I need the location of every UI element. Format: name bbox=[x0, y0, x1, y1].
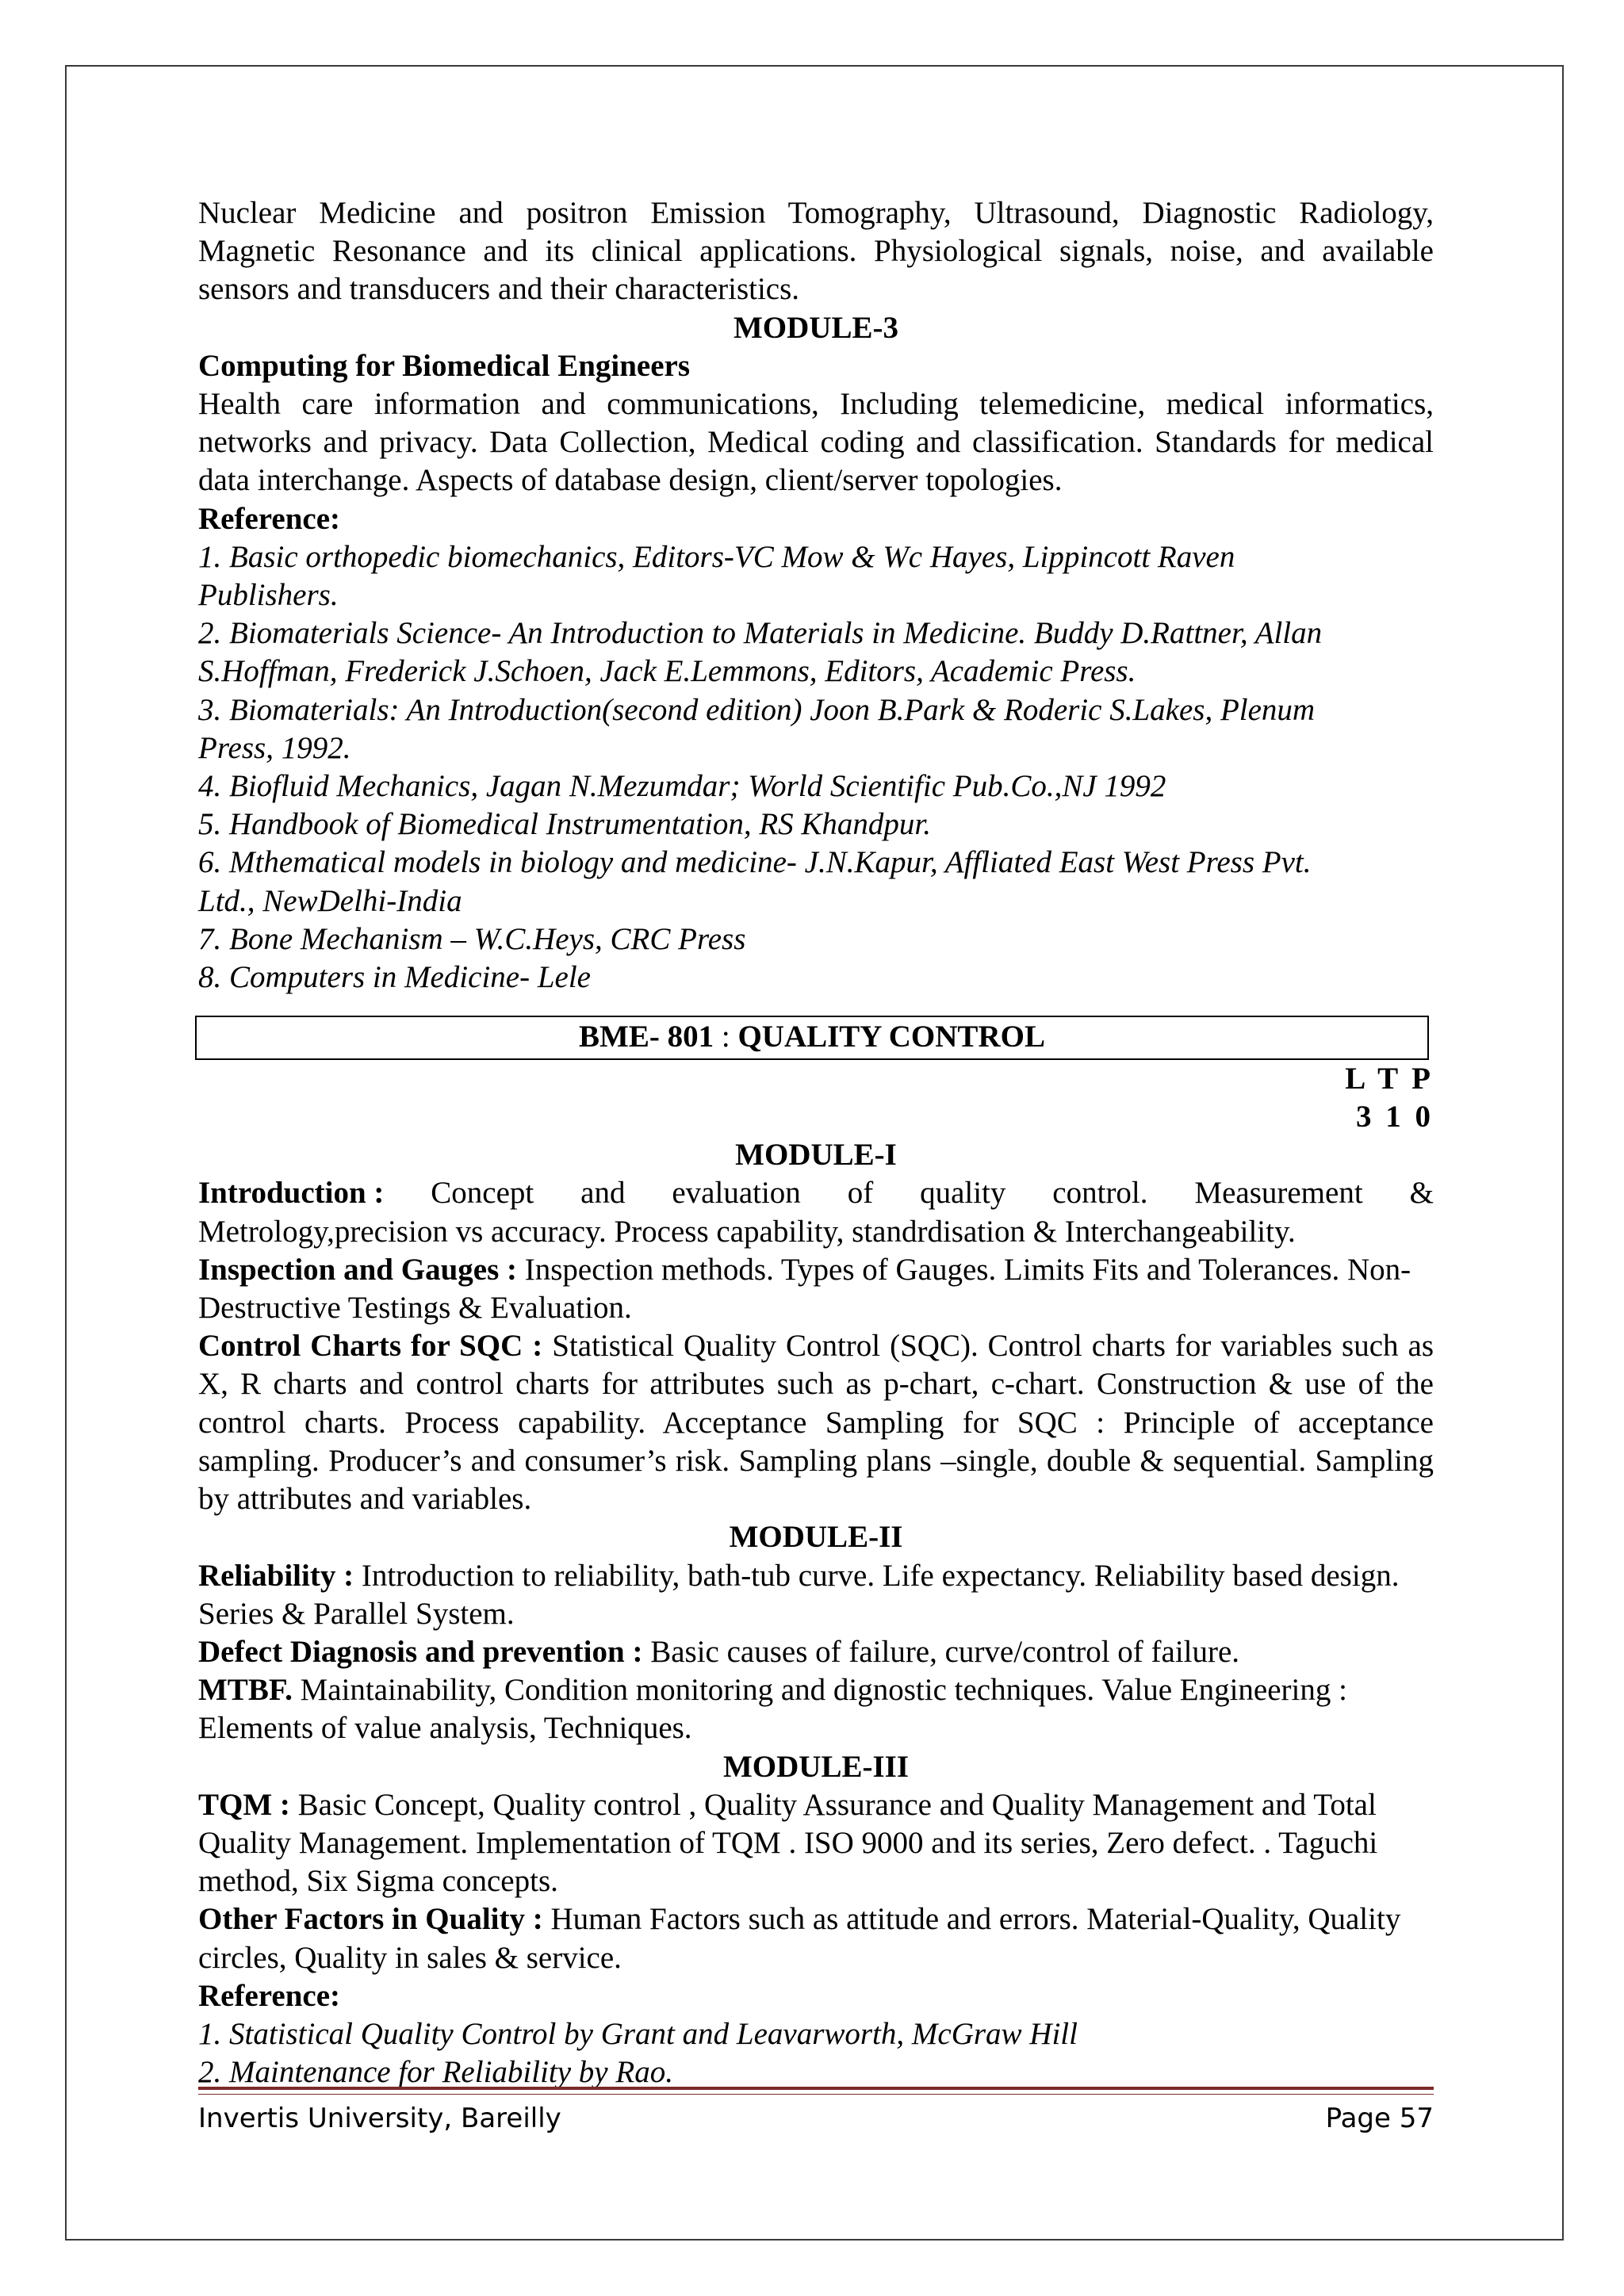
page-content bbox=[198, 194, 1434, 2091]
reference-item: 2. Biomaterials Science- An Introduction to Materials in Medicine. Buddy D.Rattner, Allan S.Hoffman, Frederick J.Schoen, Jack E.Lemmons, Editors, Academic Press. bbox=[198, 616, 1323, 689]
course-separator: : bbox=[714, 1020, 738, 1054]
module-ii-heading: MODULE-II bbox=[729, 1520, 903, 1555]
module-iii-tqm: TQM : Basic Concept, Quality control , Quality Assurance and Quality Management and Total Quality Management. Implementation of TQM . ISO 9000 and its series, Zero defect. . Taguchi method, Six Sigma concepts. bbox=[198, 1787, 1378, 1899]
footer-page-number: Page 57 bbox=[1325, 2103, 1434, 2134]
course-title: QUALITY CONTROL bbox=[737, 1020, 1045, 1054]
module-i-introduction-cont: Metrology,precision vs accuracy. Process capability, standrdisation & Interchangeability. bbox=[198, 1214, 1296, 1249]
reference-item: 3. Biomaterials: An Introduction(second edition) Joon B.Park & Roderic S.Lakes, Plenum Press, 1992. bbox=[198, 692, 1316, 765]
reference-2-heading: Reference: bbox=[198, 1978, 340, 2013]
intro-paragraph: Nuclear Medicine and positron Emission Tomography, Ultrasound, Diagnostic Radiology, Magnetic Resonance and its clinical applications. Physiological signals, noise, and available sensors and transducers and their characteristics. bbox=[198, 196, 1434, 307]
module-3-subtitle: Computing for Biomedical Engineers bbox=[198, 348, 691, 383]
footer-university: Invertis University, Bareilly bbox=[198, 2103, 561, 2134]
reference-item: 1. Basic orthopedic biomechanics, Editors-VC Mow & Wc Hayes, Lippincott Raven Publishers. bbox=[198, 539, 1235, 613]
module-3-body: Health care information and communications, Including telemedicine, medical informatics, networks and privacy. Data Collection, Medical coding and classification. Standards for medical data interchange. Aspects of database design, client/server topologies. bbox=[198, 387, 1434, 498]
module-ii-reliability: Reliability : Introduction to reliability, bath-tub curve. Life expectancy. Reliability based design. Series & Parallel System. bbox=[198, 1558, 1400, 1631]
ltp-label: L T P bbox=[1345, 1062, 1434, 1096]
module-iii-other-factors: Other Factors in Quality : Human Factors such as attitude and errors. Material-Quality, Quality circles, Quality in sales & service. bbox=[198, 1902, 1401, 1975]
reference-item: 4. Biofluid Mechanics, Jagan N.Mezumdar; World Scientific Pub.Co.,NJ 1992 bbox=[198, 769, 1166, 804]
module-ii-mtbf: MTBF. Maintainability, Condition monitoring and dignostic techniques. Value Engineering : Elements of value analysis, Techniques. bbox=[198, 1673, 1347, 1746]
reference-item: 7. Bone Mechanism – W.C.Heys, CRC Press bbox=[198, 921, 746, 956]
module-i-heading: MODULE-I bbox=[735, 1138, 897, 1173]
reference-2-item: 2. Maintenance for Reliability by Rao. bbox=[198, 2055, 673, 2090]
ltp-values: 3 1 0 bbox=[1356, 1100, 1434, 1135]
module-ii-defect: Defect Diagnosis and prevention : Basic causes of failure, curve/control of failure. bbox=[198, 1634, 1240, 1669]
reference-2-item: 1. Statistical Quality Control by Grant and Leavarworth, McGraw Hill bbox=[198, 2016, 1078, 2051]
module-3-heading: MODULE-3 bbox=[733, 310, 898, 345]
reference-item: 6. Mthematical models in biology and medicine- J.N.Kapur, Affliated East West Press Pvt. Ltd., NewDelhi-India bbox=[198, 845, 1312, 918]
reference-heading: Reference: bbox=[198, 501, 340, 536]
module-i-control-charts: Control Charts for SQC : Statistical Quality Control (SQC). Control charts for variables such as X, R charts and control charts for attributes such as p-chart, c-chart. Construction & use of the control charts. Process capability. Acceptance Sampling for SQC : Principle of acceptance sampling. Producer’s and consumer’s risk. Sampling plans –single, double & sequential. Sampling by attributes and variables. bbox=[198, 1329, 1434, 1517]
module-i-introduction: Introduction : Concept and evaluation of quality control. Measurement & bbox=[198, 1174, 1434, 1212]
page-footer bbox=[198, 2103, 1434, 2134]
reference-item: 5. Handbook of Biomedical Instrumentation, RS Khandpur. bbox=[198, 807, 932, 842]
module-iii-heading: MODULE-III bbox=[722, 1749, 910, 1784]
module-i-inspection: Inspection and Gauges : Inspection methods. Types of Gauges. Limits Fits and Tolerances. Non-Destructive Testings & Evaluation. bbox=[198, 1252, 1411, 1326]
introduction-label: Introduction : bbox=[198, 1176, 385, 1211]
footer-rule bbox=[198, 2087, 1434, 2095]
course-code: BME- 801 bbox=[579, 1020, 714, 1054]
course-title-box bbox=[195, 1016, 1429, 1060]
reference-item: 8. Computers in Medicine- Lele bbox=[198, 960, 591, 995]
reference-list bbox=[198, 538, 1434, 997]
